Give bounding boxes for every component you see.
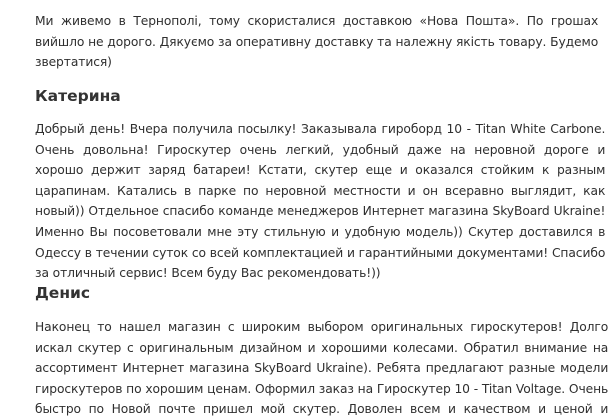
review-line: Добрый день! Вчера получила посылку! Заказывала гироборд 10 - Titan White Carbone. — [35, 122, 606, 136]
review-line: Очень довольна! Гироскутер очень легкий, удобный даже на неровной дороге и — [35, 142, 606, 157]
review-line: царапинам. Катались в парке по неровной местности и он всеравно выглядит, как — [35, 183, 606, 198]
review-line: за отличный сервис! Всем буду Вас рекомендовать!)) — [35, 266, 381, 281]
review-line: Наконец то нашел магазин с широким выбором оригинальных гироскутеров! Долго — [35, 320, 608, 334]
review-author: Катерина — [35, 87, 121, 105]
review-line: хорошо держит заряд батареи! Кстати, скутер еще и оказался стойким к разным — [35, 163, 606, 178]
review-line: вийшло не дорого. Дякуємо за оперативну доставку та належну якість товару. Будемо — [35, 34, 599, 49]
review-text — [35, 317, 608, 420]
review-line: Именно Вы посоветовали мне эту стильную и удобную модель)) Скутер доставился в — [35, 224, 606, 239]
review-line: ассортимент Интернет магазина SkyBoard Ukraine). Ребята предлагают разные модели — [35, 361, 608, 376]
review-line: звертатися) — [35, 55, 112, 70]
review-text — [35, 11, 598, 73]
review-line: быстро по Новой почте пришел мой скутер. Доволен всем и качеством и ценой и — [35, 402, 608, 417]
review-line: гироскутеров по хорошим ценам. Оформил заказ на Гироскутер 10 - Titan Voltage. Очень — [35, 381, 608, 396]
review-author: Денис — [35, 284, 91, 302]
review-line: Ми живемо в Тернополі, тому скористалися доставкою «Нова Пошта». По грошах — [35, 14, 599, 28]
review-line: новый)) Отдельное спасибо команде менеджеров Интернет магазина SkyBoard Ukraine! — [35, 204, 606, 219]
review-text — [35, 119, 605, 284]
review-line: искал скутер с оригинальным дизайном и хорошими колесами. Обратил внимание на — [35, 340, 608, 355]
review-line: Одессу в течении суток со всей комплектацией и гарантийными документами! Спасибо — [35, 245, 606, 260]
